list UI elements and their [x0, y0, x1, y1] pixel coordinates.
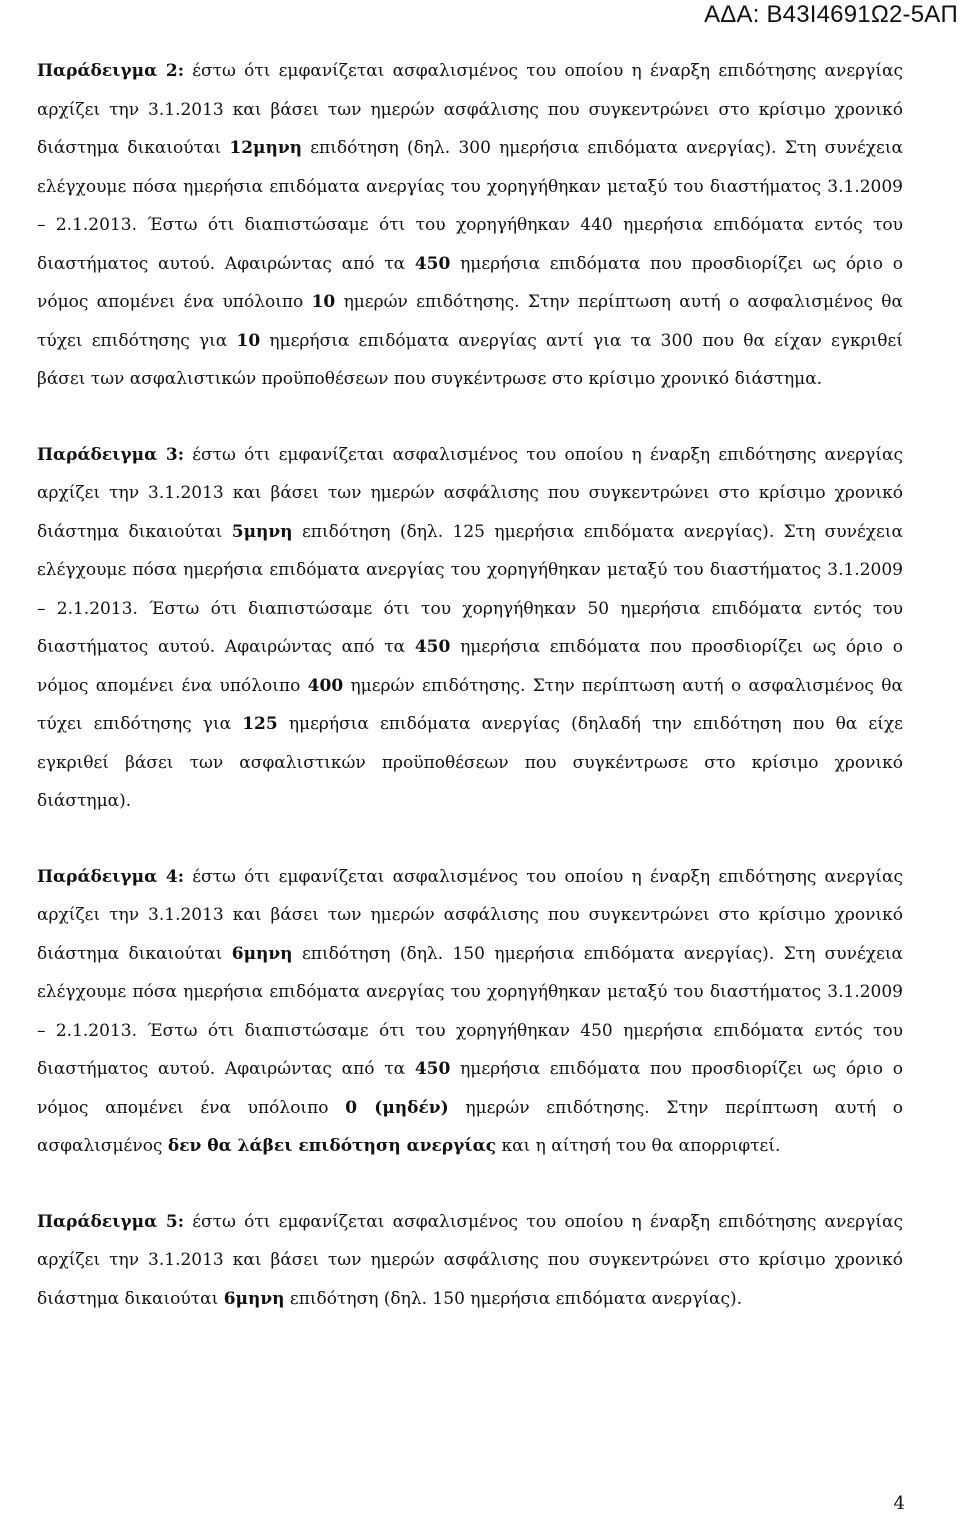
paragraph-text: έστω ότι εμφανίζεται ασφαλισμένος του οποίου η έναρξη επιδότησης ανεργίας αρχίζει την 3.1.2013 και βάσει των ημερών ασφάλισης που συγκεντρώνει στο κρίσιμο χρονικό διάστημα δικαιούται	[37, 866, 903, 964]
example-3-paragraph	[37, 436, 903, 821]
paragraph-text: επιδότηση (δηλ. 150 ημερήσια επιδόματα ανεργίας).	[284, 1288, 743, 1309]
example-label: Παράδειγμα 5:	[37, 1211, 184, 1232]
page-number: 4	[893, 1493, 905, 1514]
paragraph-text: ημερήσια επιδόματα ανεργίας (δηλαδή την επιδότηση που θα είχε εγκριθεί βάσει των ασφαλιστικών προϋποθέσεων που συγκέντρωσε στο κρίσιμο χρονικό διάστημα).	[37, 714, 903, 811]
document-body	[37, 52, 903, 1318]
example-5-paragraph	[37, 1203, 903, 1319]
paragraph-text: ημερήσια επιδόματα που προσδιορίζει ως όριο ο νόμος απομένει ένα υπόλοιπο	[37, 253, 903, 312]
paragraph-text: έστω ότι εμφανίζεται ασφαλισμένος του οποίου η έναρξη επιδότησης ανεργίας αρχίζει την 3.1.2013 και βάσει των ημερών ασφάλισης που συγκεντρώνει στο κρίσιμο χρονικό διάστημα δικαιούται	[37, 444, 903, 542]
paragraph-text: ημερήσια επιδόματα που προσδιορίζει ως όριο ο νόμος απομένει ένα υπόλοιπο	[37, 1059, 903, 1118]
granted-days: 125	[242, 714, 278, 734]
granted-days: 10	[236, 330, 261, 351]
paragraph-text: ημερήσια επιδόματα που προσδιορίζει ως όριο ο νόμος απομένει ένα υπόλοιπο	[37, 637, 903, 696]
paragraph-text: και η αίτησή του θα απορριφτεί.	[496, 1136, 781, 1156]
max-days: 450	[414, 637, 451, 657]
paragraph-text: ημερών επιδότησης. Στην περίπτωση αυτή ο ασφαλισμένος	[37, 1097, 903, 1156]
ada-code: ΑΔΑ: Β43Ι4691Ω2-5ΑΠ	[704, 1, 958, 28]
outcome-statement: δεν θα λάβει επιδότηση ανεργίας	[167, 1136, 497, 1156]
example-2-paragraph	[37, 52, 903, 399]
max-days: 450	[414, 1059, 451, 1079]
remainder-days: 0 (μηδέν)	[345, 1097, 449, 1118]
example-4-paragraph	[37, 858, 903, 1166]
remainder-days: 400	[307, 675, 344, 696]
paragraph-text: έστω ότι εμφανίζεται ασφαλισμένος του οποίου η έναρξη επιδότησης ανεργίας αρχίζει την 3.1.2013 και βάσει των ημερών ασφάλισης που συγκεντρώνει στο κρίσιμο χρονικό διάστημα δικαιούται	[37, 1211, 903, 1309]
benefit-duration: 5μηνη	[231, 521, 293, 542]
paragraph-text: επιδότηση (δηλ. 125 ημερήσια επιδόματα ανεργίας). Στη συνέχεια ελέγχουμε πόσα ημερήσια επιδόματα ανεργίας του χορηγήθηκαν μεταξύ του διαστήματος 3.1.2009 – 2.1.2013. Έστω ότι διαπιστώσαμε ότι του χορηγήθηκαν 50 ημερήσια επιδόματα εντός του διαστήματος αυτού. Αφαιρώντας από τα	[37, 521, 904, 657]
max-days: 450	[414, 253, 451, 274]
paragraph-text: ημερήσια επιδόματα ανεργίας αντί για τα 300 που θα είχαν εγκριθεί βάσει των ασφαλιστικών προϋποθέσεων που συγκέντρωσε στο κρίσιμο χρονικό διάστημα.	[37, 330, 903, 389]
benefit-duration: 6μηνη	[223, 1288, 285, 1309]
example-label: Παράδειγμα 2:	[37, 61, 184, 81]
example-label: Παράδειγμα 3:	[37, 444, 184, 465]
example-label: Παράδειγμα 4:	[37, 866, 184, 887]
paragraph-text: ημερών επιδότησης. Στην περίπτωση αυτή ο ασφαλισμένος θα τύχει επιδότησης για	[37, 292, 903, 351]
benefit-duration: 6μηνη	[231, 943, 293, 964]
benefit-duration: 12μηνη	[229, 138, 302, 158]
paragraph-text: επιδότηση (δηλ. 150 ημερήσια επιδόματα ανεργίας). Στη συνέχεια ελέγχουμε πόσα ημερήσια επιδόματα ανεργίας του χορηγήθηκαν μεταξύ του διαστήματος 3.1.2009 – 2.1.2013. Έστω ότι διαπιστώσαμε ότι του χορηγήθηκαν 450 ημερήσια επιδόματα εντός του διαστήματος αυτού. Αφαιρώντας από τα	[37, 943, 904, 1079]
remainder-days: 10	[311, 292, 336, 312]
paragraph-text: ημερών επιδότησης. Στην περίπτωση αυτή ο ασφαλισμένος θα τύχει επιδότησης για	[37, 675, 903, 734]
paragraph-text: έστω ότι εμφανίζεται ασφαλισμένος του οποίου η έναρξη επιδότησης ανεργίας αρχίζει την 3.1.2013 και βάσει των ημερών ασφάλισης που συγκεντρώνει στο κρίσιμο χρονικό διάστημα δικαιούται	[37, 61, 903, 158]
paragraph-text: επιδότηση (δηλ. 300 ημερήσια επιδόματα ανεργίας). Στη συνέχεια ελέγχουμε πόσα ημερήσια επιδόματα ανεργίας του χορηγήθηκαν μεταξύ του διαστήματος 3.1.2009 – 2.1.2013. Έστω ότι διαπιστώσαμε ότι του χορηγήθηκαν 440 ημερήσια επιδόματα εντός του διαστήματος αυτού. Αφαιρώντας από τα	[37, 138, 903, 274]
